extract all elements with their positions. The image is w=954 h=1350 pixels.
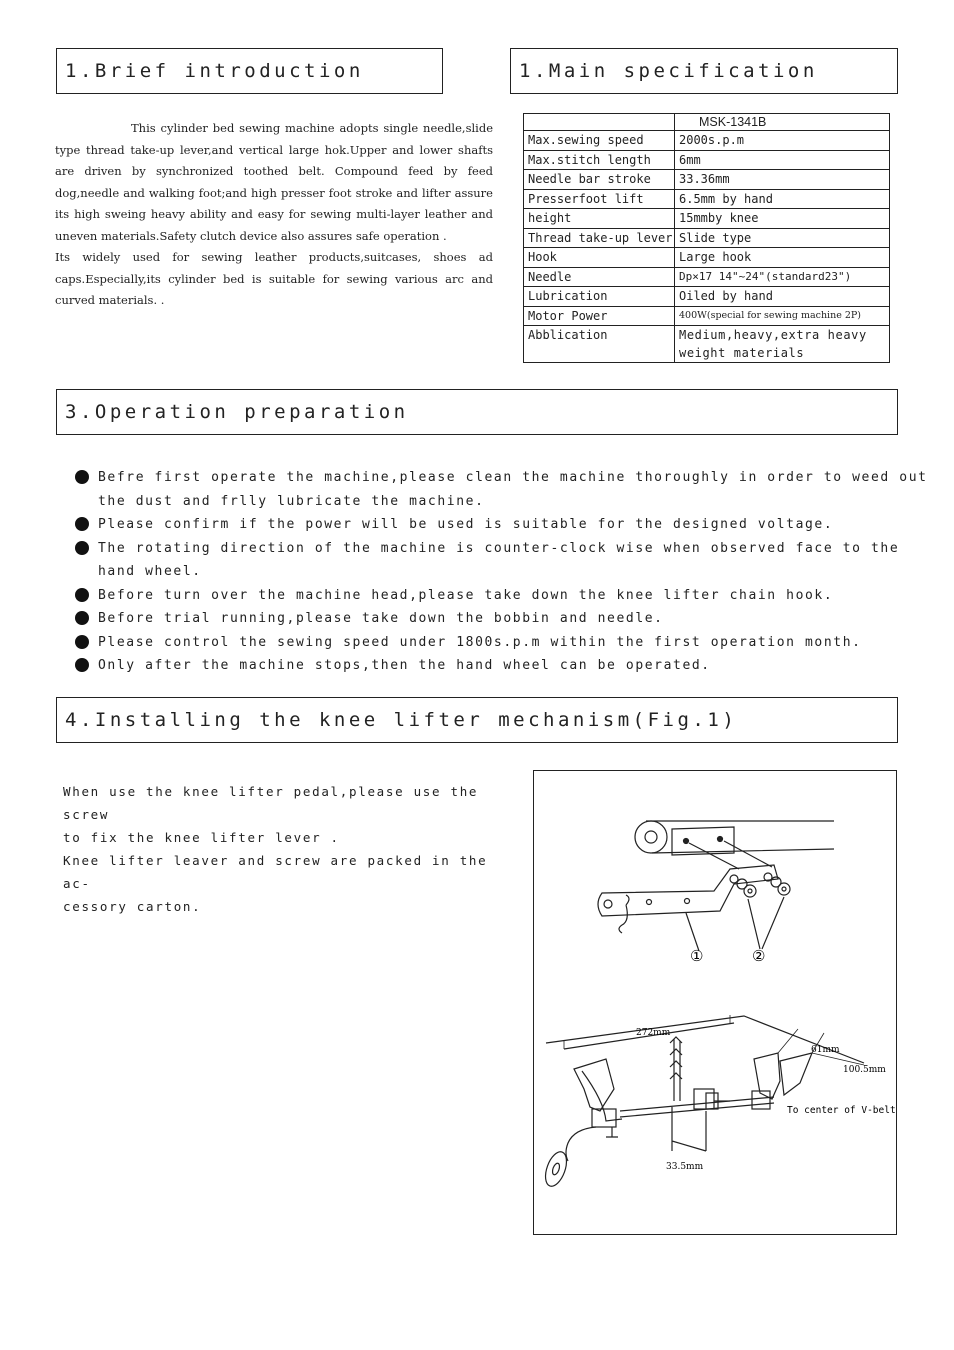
table-row: [524, 150, 890, 170]
dim-33-label: 33.5mm: [666, 1162, 704, 1172]
spec-table-header-row: [524, 114, 890, 131]
table-row: [524, 189, 890, 209]
bullet-dot-icon: [75, 517, 89, 531]
dim-272-label: 272mm: [636, 1028, 671, 1038]
bullet-dot-icon: [75, 611, 89, 625]
bullet-dot-icon: [75, 470, 89, 484]
bullet-dot-icon: [75, 635, 89, 649]
spec-value: Medium,heavy,extra heavy weight materials: [675, 326, 890, 363]
knee-lifter-header: [56, 697, 898, 743]
knee-lifter-drawing: [534, 771, 898, 1236]
knee-text-line: When use the knee lifter pedal,please use the screw: [63, 784, 479, 822]
spec-value: 6mm: [675, 150, 890, 170]
list-item-text: Only after the machine stops,then the hand wheel can be operated.: [98, 658, 711, 673]
table-row: [524, 131, 890, 151]
dimension-lines: [564, 1015, 864, 1065]
intro-paragraph-2: Its widely used for sewing leather products,suitcases, shoes ad caps.Especially,its cylinder bed is suitable for sewing various arc and curved materials. .: [55, 250, 493, 307]
spec-value: 33.36mm: [675, 170, 890, 190]
list-item-text: Befre first operate the machine,please clean the machine thoroughly in order to weed out the dust and frlly lubricate the machine.: [98, 470, 928, 509]
list-item: [73, 631, 943, 655]
operation-list: [73, 466, 943, 678]
list-item: [73, 466, 943, 513]
knee-lifter-title: 4.Installing the knee lifter mechanism(Fig.1): [65, 709, 738, 731]
spec-model: MSK-1341B: [675, 114, 890, 131]
table-row: [524, 287, 890, 307]
table-row: [524, 228, 890, 248]
figure-1: [533, 770, 897, 1235]
list-item: [73, 584, 943, 608]
spec-value: 2000s.p.m: [675, 131, 890, 151]
spec-value: Large hook: [675, 248, 890, 268]
spec-table: [523, 113, 890, 363]
list-item-text: Please control the sewing speed under 1800s.p.m within the first operation month.: [98, 634, 862, 650]
bullet-dot-icon: [75, 541, 89, 555]
spec-value: Slide type: [675, 228, 890, 248]
list-item: [73, 607, 943, 631]
table-row: [524, 209, 890, 229]
vbelt-label: To center of V-belt: [787, 1105, 896, 1116]
brief-intro-header: [56, 48, 443, 94]
knee-lifter-lever: [598, 865, 778, 951]
dim-100-label: 100.5mm: [843, 1065, 886, 1075]
list-item: [73, 654, 943, 678]
main-spec-header: [510, 48, 898, 94]
table-row: [524, 267, 890, 287]
spec-label: Needle bar stroke: [524, 170, 675, 190]
spec-label: Thread take-up lever: [524, 228, 675, 248]
spec-label: Max.sewing speed: [524, 131, 675, 151]
operation-title: 3.Operation preparation: [65, 401, 409, 423]
callout-2: ②: [752, 947, 766, 965]
list-item-text: Before turn over the machine head,please take down the knee lifter chain hook.: [98, 587, 834, 603]
spec-label: height: [524, 209, 675, 229]
screws: [730, 873, 790, 949]
main-spec-title: 1.Main specification: [519, 60, 818, 82]
spec-label: Motor Power: [524, 306, 675, 326]
lifter-shaft-drawing: [635, 821, 834, 869]
spec-header-empty: [524, 114, 675, 131]
spec-label: Hook: [524, 248, 675, 268]
callout-1: ①: [690, 947, 704, 965]
brief-intro-text: [55, 118, 493, 312]
spec-label: Needle: [524, 267, 675, 287]
spec-label: Lubrication: [524, 287, 675, 307]
spec-value: 15mmby knee: [675, 209, 890, 229]
spec-label: Max.stitch length: [524, 150, 675, 170]
spec-value: 6.5mm by hand: [675, 189, 890, 209]
bullet-dot-icon: [75, 658, 89, 672]
spec-value: Oiled by hand: [675, 287, 890, 307]
brief-intro-title: 1.Brief introduction: [65, 60, 364, 82]
list-item-text: The rotating direction of the machine is counter-clock wise when observed face to the hand wheel.: [98, 540, 900, 579]
intro-paragraph-1: This cylinder bed sewing machine adopts single needle,slide type thread take-up lever,and vertical large hok.Upper and lower shafts are driven by synchronized toothed belt. Compound feed by feed dog,needle and walking foot;and high presser foot stroke and lifter assure its high sweing heavy ability and easy for sewing multi-layer leather and uneven materials.Safety clutch device also assures safe operation .: [55, 121, 493, 243]
table-row: [524, 248, 890, 268]
operation-header: [56, 389, 898, 435]
table-row: [524, 306, 890, 326]
spec-label: Abblication: [524, 326, 675, 363]
bullet-dot-icon: [75, 588, 89, 602]
knee-text-line: cessory carton.: [63, 899, 202, 914]
table-row: [524, 326, 890, 363]
knee-text-line: to fix the knee lifter lever .: [63, 830, 340, 845]
list-item-text: Please confirm if the power will be used is suitable for the designed voltage.: [98, 517, 834, 532]
table-row: [524, 170, 890, 190]
spec-value: Dp×17 14"~24"(standard23"): [675, 267, 890, 287]
list-item-text: Before trial running,please take down the bobbin and needle.: [98, 611, 664, 626]
list-item: [73, 537, 943, 584]
dim-61-label: 61mm: [811, 1045, 840, 1055]
list-item: [73, 513, 943, 537]
knee-lifter-text: [63, 780, 503, 918]
spec-value: 400W(special for sewing machine 2P): [675, 306, 890, 326]
spec-label: Presserfoot lift: [524, 189, 675, 209]
knee-text-line: Knee lifter leaver and screw are packed in the ac-: [63, 853, 488, 891]
